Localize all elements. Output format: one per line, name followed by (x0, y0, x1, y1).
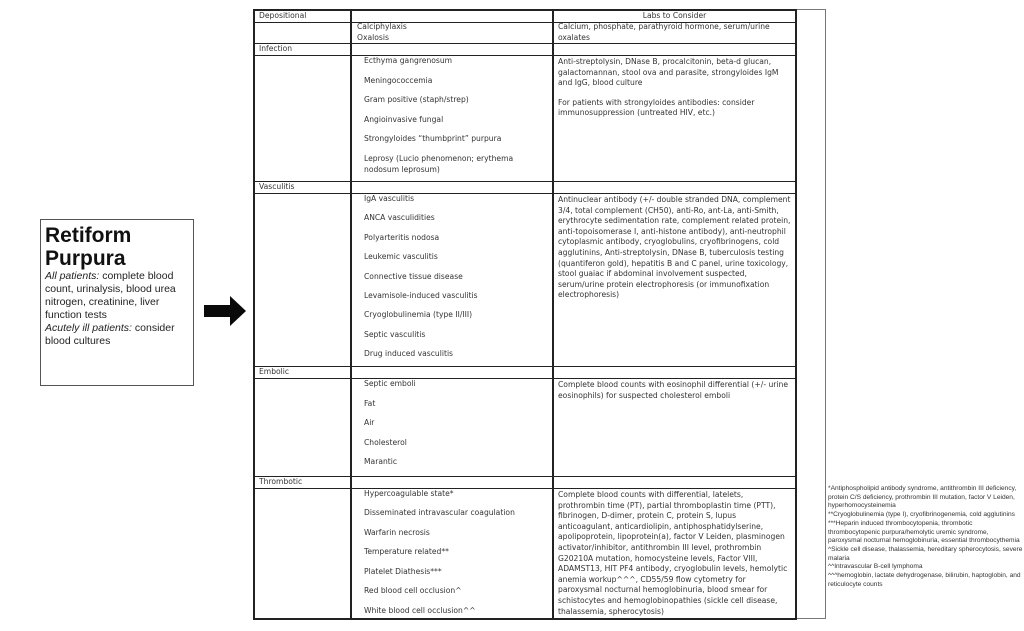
category-empty-cell (255, 487, 352, 618)
condition-item: Ecthyma gangrenosum (364, 56, 453, 65)
all-patients-label: All patients: (45, 270, 100, 282)
labs-text: Anti-streptolysin, DNase B, procalcitonin, beta-d glucan, galactomannan, stool ova and parasite, strongyloides IgM and IgG, blood culture (558, 57, 779, 88)
condition-item: Connective tissue disease (364, 271, 463, 281)
condition-item: ANCA vasculidities (364, 213, 435, 223)
condition-item: Cryoglobulinemia (type II/III) (364, 310, 473, 320)
section-infection-row (255, 54, 795, 182)
footnote: ^^^hemoglobin, lactate dehydrogenase, bilirubin, haptoglobin, and reticulocyte counts (828, 572, 1021, 588)
labs-text: Calcium, phosphate, parathyroid hormone, serum/urine oxalates (558, 22, 770, 42)
condition-item: Temperature related** (364, 547, 449, 557)
section-thrombotic-row (255, 487, 795, 618)
labs-cell (554, 487, 795, 618)
acutely-ill-text: consider blood cultures (45, 322, 175, 347)
condition-item: Hypercoagulable state* (364, 489, 454, 498)
condition-item: Leukemic vasculitis (364, 252, 438, 262)
condition-item: Leprosy (Lucio phenomenon; erythema nodosum leprosum) (364, 153, 514, 174)
condition-item: Red blood cell occlusion^ (364, 586, 462, 596)
footnotes (828, 485, 1024, 589)
header-labs-cell (554, 11, 795, 22)
labs-text: Complete blood counts with differential, latelets, prothrombin time (PT), partial thromboplastin time (PTT), fibrinogen, D-dimer, protein C, protein S, lupus anticoagulant, anticardiolipin, antiphosphatidylserine, apolipoprotein, lipoprotein(a), factor V Leiden, plasminogen activator/inhibitor, antithrombin III level, prothrombin G20210A mutation, homocysteine levels, Factor VIII, ADAMST13, HIT PF4 antibody, cryoglobulin levels, hemolytic anemia workup^^^, CD55/59 flow cytometry for paroxysmal nocturnal hemoglobinuria, blood smear for schistocytes and hemoglobinopathies (sickle cell disease, thalassemia, spherocytosis) (558, 490, 788, 616)
labs-header-label: Labs to Consider (642, 11, 707, 20)
labs-cell (554, 22, 795, 43)
acutely-ill-label: Acutely ill patients: (45, 322, 132, 334)
condition-item: Oxalosis (357, 32, 389, 42)
category-empty-cell (255, 54, 352, 181)
condition-item: Septic vasculitis (364, 329, 426, 339)
condition-item: Disseminated intravascular coagulation (364, 508, 515, 518)
retiform-purpura-summary-box (40, 219, 194, 386)
footnote: ^Sickle cell disease, thalassemia, hereditary spherocytosis, severe malaria (828, 545, 1023, 562)
condition-item: Meningococcemia (364, 75, 433, 85)
labs-text: For patients with strongyloides antibodies: consider immunosuppression (untreated HIV, etc.) (558, 97, 755, 118)
conditions-cell (352, 192, 554, 366)
condition-item: Angioinvasive fungal (364, 114, 444, 124)
labs-cell (554, 54, 795, 181)
summary-acutely-ill (45, 322, 189, 348)
condition-item: Polyarteritis nodosa (364, 232, 440, 242)
summary-title (45, 224, 189, 270)
section-embolic-row (255, 377, 795, 477)
condition-item: Platelet Diathesis*** (364, 566, 442, 576)
header-category-cell (255, 11, 352, 22)
section-vasculitis-row (255, 192, 795, 367)
footnote: ***Heparin induced thrombocytopenia, thrombotic thrombocytopenic purpura/hemolytic uremic syndrome, paroxysmal nocturnal hemoglobinuria, essential thrombocythemia (828, 519, 1020, 545)
summary-title-line1: Retiform (45, 224, 132, 247)
footnote: ^^Intravascular B-cell lymphoma (828, 563, 923, 571)
condition-item: IgA vasculitis (364, 194, 415, 203)
condition-item: White blood cell occlusion^^ (364, 605, 476, 615)
condition-item: Warfarin necrosis (364, 527, 430, 537)
labs-text: Antinuclear antibody (+/- double stranded DNA, complement 3/4, total complement (CH50), anti-Ro, ant-La, anti-Smith, erythrocyte sedimentation rate, complement related protein, anti-topoisomerase I, anti-histone antibody), anti-neutrophil cytoplasmic antibody, cryoglobulins, cryofibrinogens, cold agglutinins, Anti-streptolysin, DNase B, tuberculosis testing (quantiferon gold), hepatitis B and C panel, urine toxicology, stool guaiac if abdominal involvement suspected, serum/urine protein electrophoresis (or immunofixation electrophoresis) (558, 195, 791, 300)
summary-all-patients (45, 270, 189, 322)
condition-item: Cholesterol (364, 437, 407, 447)
condition-item: Calciphylaxis (357, 22, 407, 31)
condition-item: Drug induced vasculitis (364, 349, 454, 359)
condition-item: Septic emboli (364, 379, 416, 388)
condition-item: Air (364, 418, 375, 428)
section-infection-label: Infection (259, 44, 293, 53)
section-embolic-label: Embolic (259, 367, 290, 376)
footnote: **Cryoglobulinemia (type I), cryofibrinogenemia, cold agglutinins (828, 511, 1015, 519)
category-empty-cell (255, 192, 352, 366)
labs-text: Complete blood counts with eosinophil differential (+/- urine eosinophils) for suspected cholesterol emboli (558, 380, 789, 400)
labs-cell (554, 192, 795, 366)
section-thrombotic-label: Thrombotic (259, 477, 303, 486)
conditions-cell (352, 377, 554, 476)
all-patients-text: complete blood count, urinalysis, blood urea nitrogen, creatinine, liver function tests (45, 270, 176, 321)
condition-item: Marantic (364, 457, 398, 467)
summary-title-line2: Purpura (45, 247, 126, 270)
right-arrow-icon (204, 296, 246, 326)
condition-item: Gram positive (staph/strep) (364, 95, 469, 105)
category-empty-cell (255, 377, 352, 476)
section-vasculitis-label: Vasculitis (259, 182, 295, 191)
header-empty-cell (352, 11, 554, 22)
section-depositional-row (255, 22, 795, 44)
condition-item: Fat (364, 398, 376, 408)
category-empty-cell (255, 22, 352, 43)
condition-item: Levamisole-induced vasculitis (364, 290, 478, 300)
footnote: *Antiphospholipid antibody syndrome, antithrombin III deficiency, protein C/S deficiency, prothrombin III mutation, factor V Leiden, hyperhomocysteinemia (828, 485, 1017, 510)
conditions-cell (352, 22, 554, 43)
differential-table (253, 9, 797, 620)
condition-item: Strongyloides “thumbprint” purpura (364, 134, 502, 144)
section-depositional-label: Depositional (259, 11, 307, 20)
conditions-cell (352, 487, 554, 618)
conditions-cell (352, 54, 554, 181)
labs-cell (554, 377, 795, 476)
